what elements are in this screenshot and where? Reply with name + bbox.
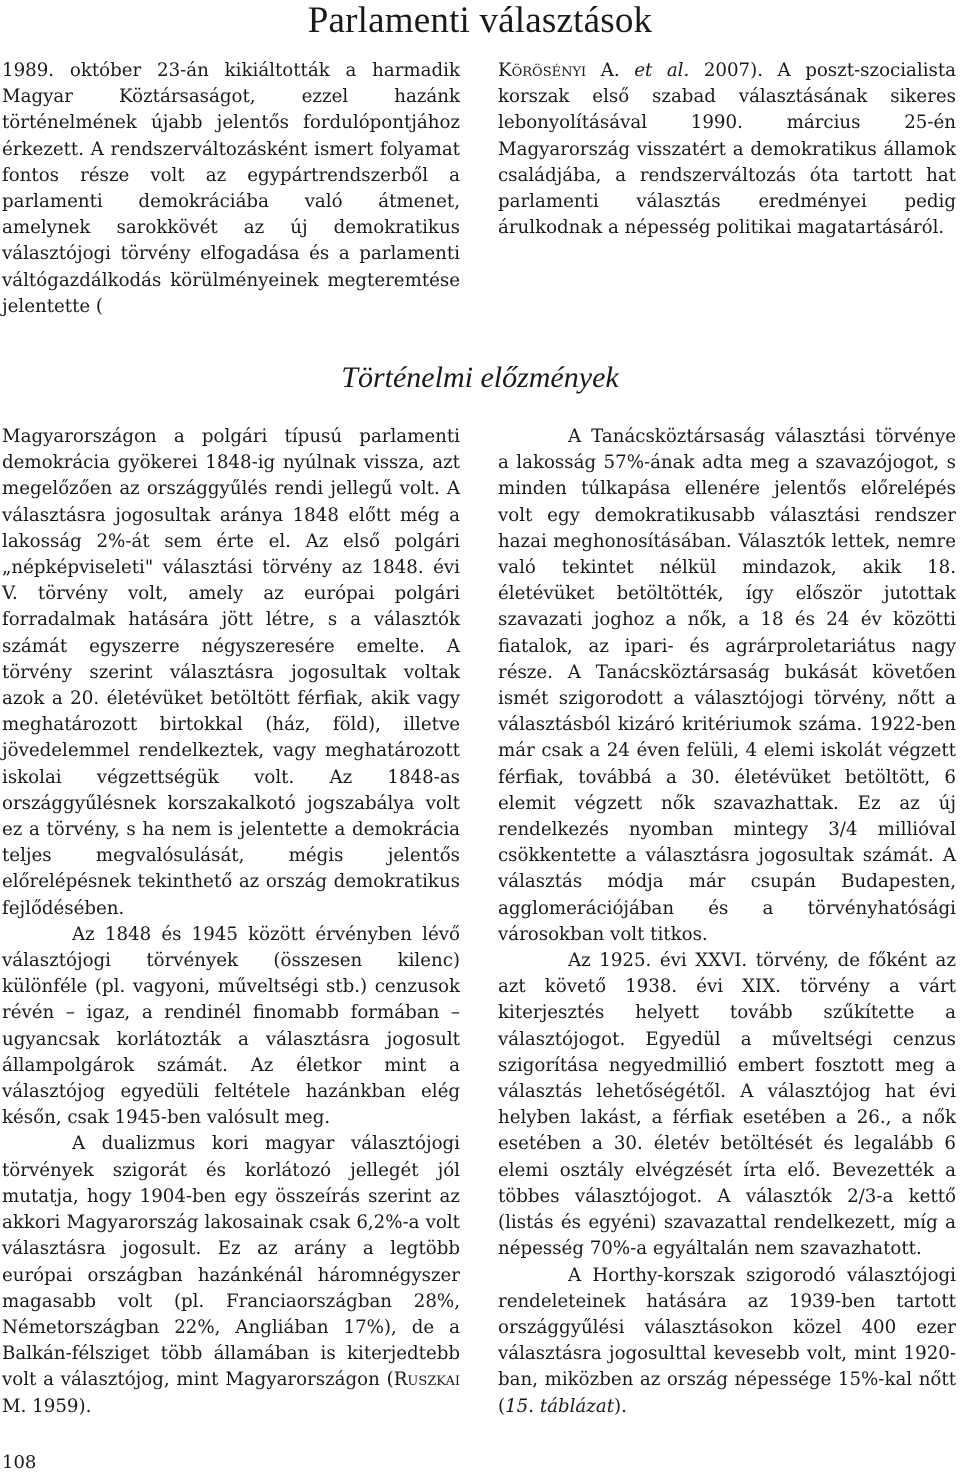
paragraph-horthy-text: A Horthy-korszak szigorodó választójogi rendeleteinek hatására az 1939-ben tartott országgyűlési választásokon közel 400 ezer választásra jogosulttal kevesebb volt, mint 1920-ban, miközben az ország népessége 15%-kal nőtt ( [498, 1264, 956, 1417]
citation-author: Ruszkai [393, 1369, 460, 1391]
citation-end: M. 1959). [2, 1395, 92, 1417]
paragraph-tanacskoztarsasag: A Tanácsköztársaság választási törvénye a lakosság 57%-ának adta meg a szavazójogot, s minden túlkapása ellenére jelentős előrelépés volt egy demokratikusabb választási rendszer hazai meghonosításában. Választók lettek, nemre való tekintet nélkül mindazok, akik 18. életévüket betöltötték, így először jutottak szavazati joghoz a nők, a 18 és 24 év közötti fiatalok, az ipari- és agrárproletariátus nagy része. A Tanácsköztársaság bukását követően ismét szigorodott a választójogi törvény, nőtt a választásból kizáró kritériumok száma. 1922-ben már csak a 24 éven felüli, 4 elemi iskolát végzett férfiak, továbbá a 30. életévüket betöltött, 6 elemit végzett nők szavazhattak. Ez az új rendelkezés nyomban mintegy 3/4 millióval csökkentette a választásra jogosultak számát. A választás módja már csupán Budapesten, agglomerációjában és a törvényhatósági városokban volt titkos. [498, 426, 956, 945]
section-title: Történelmi előzmények [341, 361, 619, 394]
paragraph-1925-law: Az 1925. évi XXVI. törvény, de főként az azt követő 1938. évi XIX. törvény a várt kiterjesztés helyett tovább szűkítette a választójogot. Egyedül a műveltségi cenzus szigorítása negyedmillió embert fosztott meg a választás lehetőségétől. A választójog hat évi helyben lakást, a férfiak esetében a 26., a nők esetében a 30. életév betöltését és legalább 6 elemi osztály elvégzését írta elő. Bevezették a többes választójogot. A választók 2/3-a kettő (listás és egyéni) szavazattal rendelkezett, míg a népesség 70%-a egyáltalán nem szavazhatott. [498, 950, 956, 1260]
paragraph-dualism [2, 1131, 460, 1419]
intro-column-left [2, 58, 460, 320]
intro-column-right [498, 58, 956, 241]
citation-etal: et al. [634, 60, 690, 81]
page-title: Parlamenti választások [307, 0, 653, 41]
intro-text-continued: 2007). A poszt-szocialista korszak első szabad választásának sikeres lebonyolításával 1990. március 25-én Magyarország visszatért a demokratikus államok családjába, a rendszerváltozás óta tartott hat parlamenti választás eredményei pedig árulkodnak a népesség politikai magatartásáról. [498, 60, 956, 239]
citation-author: Körösényi [498, 60, 587, 81]
citation-initial: A. [586, 60, 635, 81]
intro-paragraph [2, 58, 460, 320]
paragraph-1848-1945: Az 1848 és 1945 között érvényben lévő választójogi törvények (összesen kilenc) különféle (pl. vagyoni, műveltségi stb.) cenzusok révén – igaz, a rendinél finomabb formában – ugyancsak korlátozták a választásra jogosult állampolgárok számát. Az életkor mint a választójog egyedüli feltétele hazánkban elég későn, csak 1945-ben valósult meg. [2, 923, 460, 1129]
paragraph-horthy [498, 1263, 956, 1420]
body-column-right [498, 424, 956, 1420]
paragraph-dualism-text: A dualizmus kori magyar választójogi törvények szigorát és korlátozó jellegét jól mutatja, hogy 1904-ben egy összeírás szerint az akkori Magyarország lakosainak csak 6,2%-a volt választásra jogosult. Ez az arány a legtöbb európai országban hazánkénál háromnégyszer magasabb volt (pl. Franciaországban 28%, Németországban 22%, Angliában 17%), de a Balkán-félsziget több államában is kiterjedtebb volt a választójog, mint Magyarországon ( [2, 1133, 460, 1391]
body-column-left [2, 424, 460, 1420]
intro-text: 1989. október 23-án kikiáltották a harmadik Magyar Köztársaságot, ezzel hazánk történelmének újabb jelentős fordulópontjához érkezett. A rendszerváltozásként ismert folyamat fontos része volt az egypártrendszerből a parlamenti demokráciába való átmenet, amelynek sarokkövét az új demokratikus választójogi törvény elfogadása és a parlamenti váltógazdálkodás körülményeinek megteremtése jelentette ( [2, 60, 460, 317]
page-number: 108 [2, 1452, 37, 1473]
paragraph-1848-law: Magyarországon a polgári típusú parlamenti demokrácia gyökerei 1848-ig nyúlnak vissza, azt megelőzően az országgyűlés rendi jellegű volt. A választásra jogosultak aránya 1848 előtt még a lakosság 2%-át sem érte el. Az első polgári „népképviseleti" választási törvény az 1848. évi V. törvény volt, amely az európai polgári forradalmak hatására jött létre, s a választók számát egyszerre négyszeresére emelte. A törvény szerint választásra jogosultak voltak azok a 20. életévüket betöltött férfiak, akik vagy meghatározott birtokkal (ház, föld), illetve jövedelemmel rendelkeztek, vagy meghatározott iskolai végzettségük volt. Az 1848-as országgyűlésnek korszakalkotó jogszabálya volt ez a törvény, s ha nem is jelentette a demokrácia teljes megvalósulását, mégis jelentős előrelépésnek tekinthető az ország demokratikus fejlődésében. [2, 426, 460, 919]
paragraph-horthy-end: ). [614, 1395, 627, 1417]
intro-paragraph-continued [498, 58, 956, 241]
table-reference: 15. táblázat [505, 1395, 615, 1417]
